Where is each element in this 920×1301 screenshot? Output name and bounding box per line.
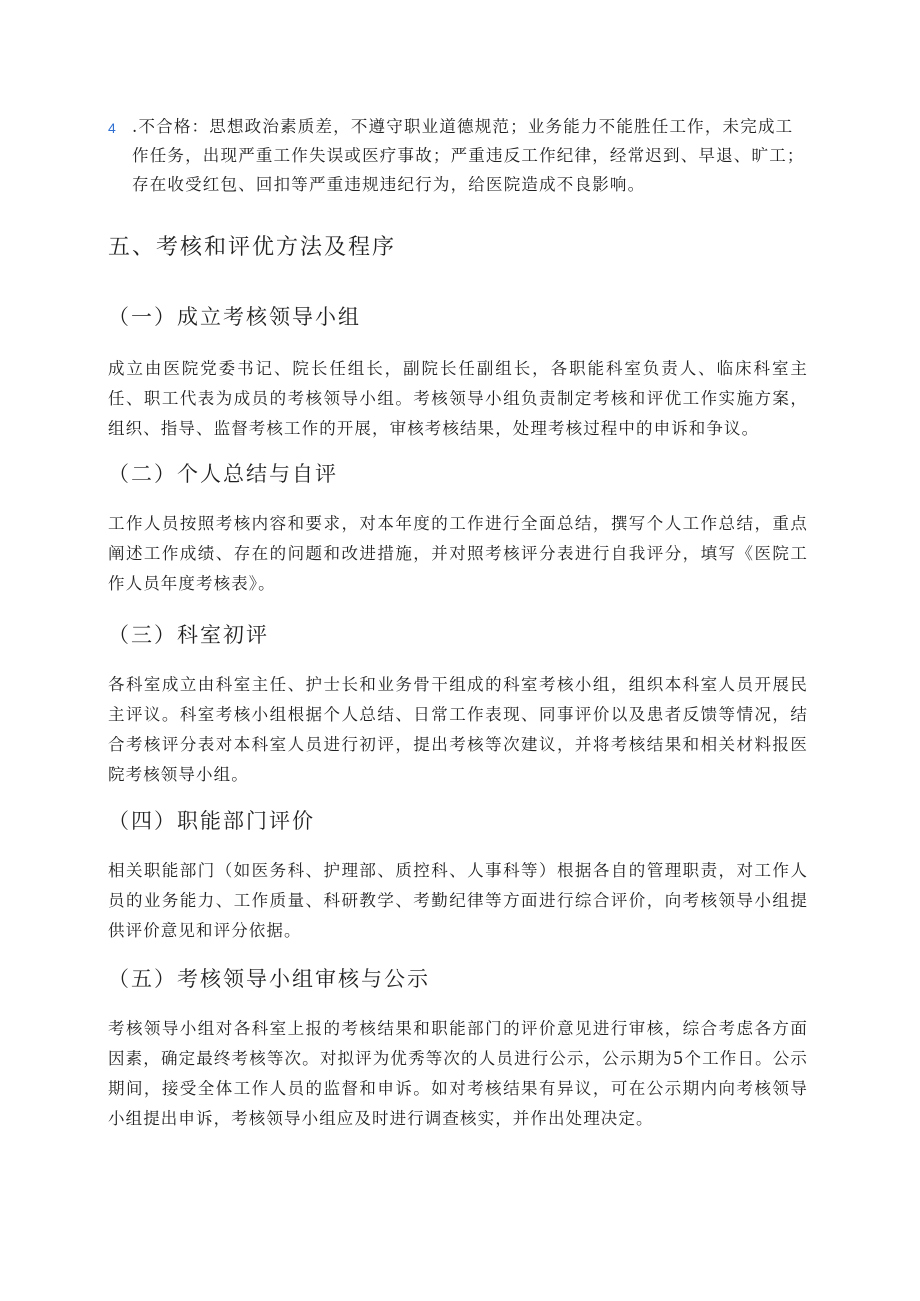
subsection-5 [108,962,808,1134]
subsection-body: 成立由医院党委书记、院长任组长，副院长任副组长，各职能科室负责人、临床科室主任、职工代表为成员的考核领导小组。考核领导小组负责制定考核和评优工作实施方案，组织、指导、监督考核工作的开展，审核考核结果，处理考核过程中的申诉和争议。 [108,359,808,438]
subsection-body: 考核领导小组对各科室上报的考核结果和职能部门的评价意见进行审核，综合考虑各方面因素，确定最终考核等次。对拟评为优秀等次的人员进行公示，公示期为5个工作日。公示期间，接受全体工作人员的监督和申诉。如对考核结果有异议，可在公示期内向考核领导小组提出申诉，考核领导小组应及时进行调查核实，并作出处理决定。 [108,1019,808,1128]
subsection-heading: （五）考核领导小组审核与公示 [108,967,430,991]
subsection-heading: （二）个人总结与自评 [108,462,338,486]
subsection-heading: （四）职能部门评价 [108,809,315,833]
subsection-1 [108,300,808,444]
subsection-body: 工作人员按照考核内容和要求，对本年度的工作进行全面总结，撰写个人工作总结，重点阐述工作成绩、存在的问题和改进措施，并对照考核评分表进行自我评分，填写《医院工作人员年度考核表》。 [108,514,808,593]
subsection-body: 各科室成立由科室主任、护士长和业务骨干组成的科室考核小组，组织本科室人员开展民主评议。科室考核小组根据个人总结、日常工作表现、同事评价以及患者反馈等情况，结合考核评分表对本科室人员进行初评，提出考核等次建议，并将考核结果和相关材料报医院考核领导小组。 [108,675,808,784]
subsection-heading: （三）科室初评 [108,623,269,647]
subsection-3 [108,618,808,790]
list-item-text: .不合格：思想政治素质差，不遵守职业道德规范；业务能力不能胜任工作，未完成工作任务，出现严重工作失误或医疗事故；严重违反工作纪律，经常迟到、早退、旷工；存在收受红包、回扣等严重违规违纪行为，给医院造成不良影响。 [132,117,805,194]
subsection-body: 相关职能部门（如医务科、护理部、质控科、人事科等）根据各自的管理职责，对工作人员的业务能力、工作质量、科研教学、考勤纪律等方面进行综合评价，向考核领导小组提供评价意见和评分依据。 [108,861,808,940]
subsection-heading: （一）成立考核领导小组 [108,305,361,329]
list-item-unqualified [108,112,808,199]
section-title: 五、考核和评优方法及程序 [108,235,397,260]
subsection-2 [108,457,808,599]
subsection-4 [108,804,808,946]
list-number: 4 [108,120,116,136]
